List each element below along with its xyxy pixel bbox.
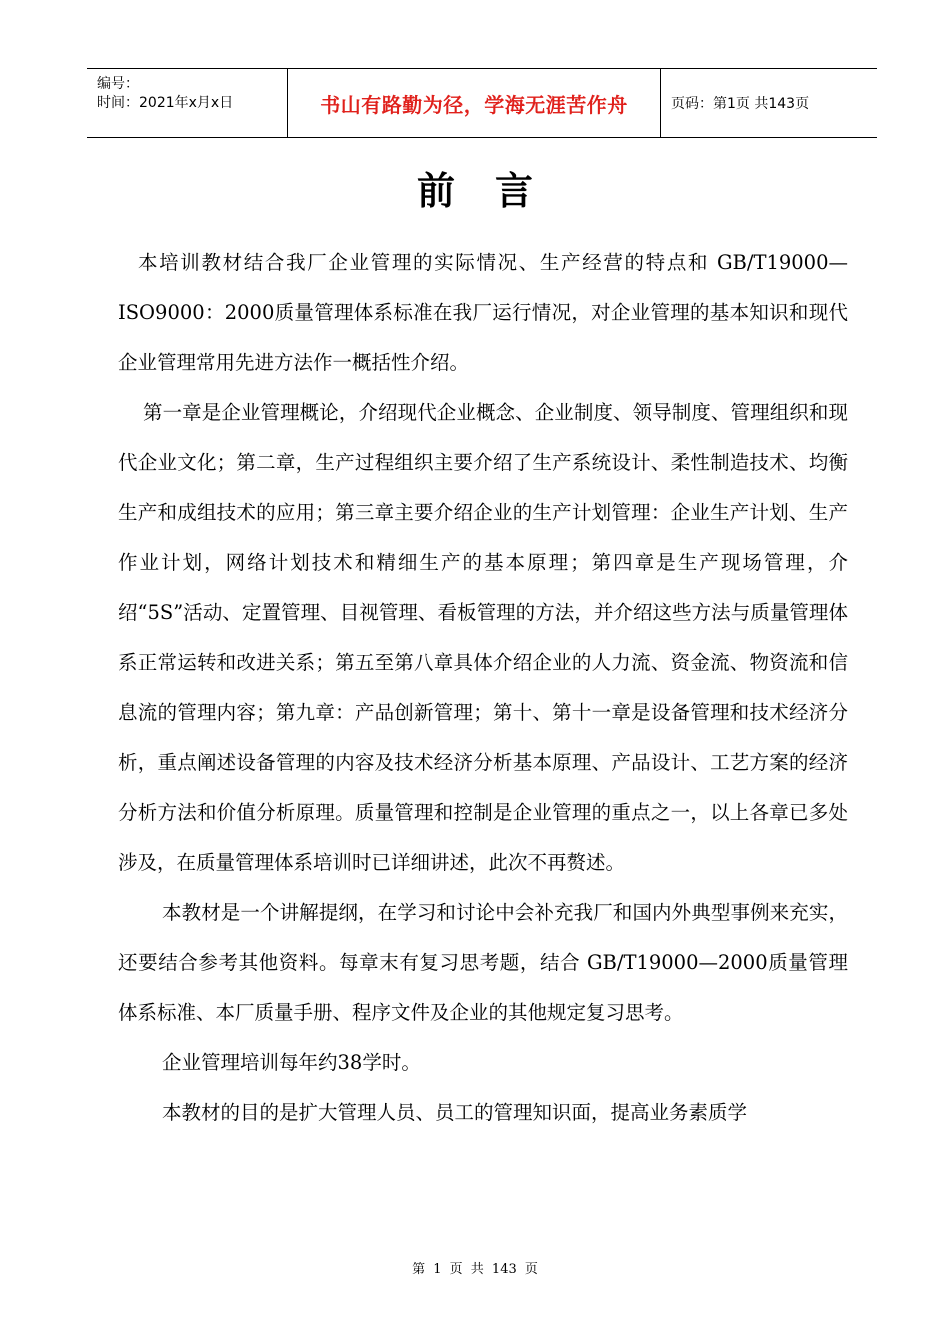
time-label: 时间：2021年x月x日 (97, 95, 234, 111)
document-body (118, 238, 848, 1138)
page-footer: 第 1 页 共 143 页 (412, 1262, 538, 1277)
paragraph: 本教材的目的是扩大管理人员、员工的管理知识面，提高业务素质学 (162, 1101, 748, 1124)
paragraph: 企业管理培训每年约38学时。 (162, 1051, 421, 1074)
header-page-number: 页码：第1页 共143页 (671, 96, 810, 112)
paragraph: 本教材是一个讲解提纲，在学习和讨论中会补充我厂和国内外典型事例来充实，还要结合参考其他资料。每章末有复习思考题，结合 GB/T19000—2000质量管理体系标准、本厂质量手册、程序文件及企业的其他规定复习思考。 (118, 901, 848, 1024)
header-meta (87, 69, 287, 137)
header-motto: 书山有路勤为径，学海无涯苦作舟 (287, 69, 661, 137)
paragraph: 本培训教材结合我厂企业管理的实际情况、生产经营的特点和 GB/T19000—ISO9000：2000质量管理体系标准在我厂运行情况，对企业管理的基本知识和现代企业管理常用先进方法作一概括性介绍。 (118, 251, 848, 374)
number-label: 编号： (97, 76, 139, 92)
page-header (87, 68, 877, 138)
page-title: 前言 (416, 169, 573, 213)
paragraph: 第一章是企业管理概论，介绍现代企业概念、企业制度、领导制度、管理组织和现代企业文化；第二章，生产过程组织主要介绍了生产系统设计、柔性制造技术、均衡生产和成组技术的应用；第三章主要介绍企业的生产计划管理：企业生产计划、生产作业计划，网络计划技术和精细生产的基本原理；第四章是生产现场管理，介绍“5S”活动、定置管理、目视管理、看板管理的方法，并介绍这些方法与质量管理体系正常运转和改进关系；第五至第八章具体介绍企业的人力流、资金流、物资流和信息流的管理内容；第九章：产品创新管理；第十、第十一章是设备管理和技术经济分析，重点阐述设备管理的内容及技术经济分析基本原理、产品设计、工艺方案的经济分析方法和价值分析原理。质量管理和控制是企业管理的重点之一，以上各章已多处涉及，在质量管理体系培训时已详细讲述，此次不再赘述。 (118, 401, 848, 874)
